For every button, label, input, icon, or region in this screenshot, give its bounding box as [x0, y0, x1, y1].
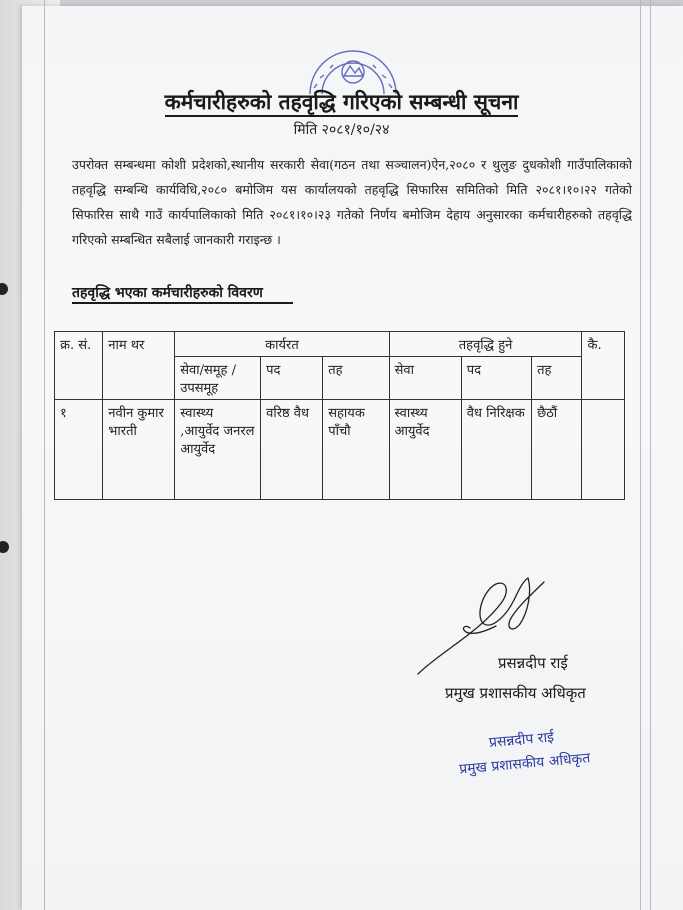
stamp-name: प्रसन्नदीप राई: [488, 729, 555, 751]
staff-table: [54, 331, 625, 500]
cell-new-service: स्वास्थ्य आयुर्वेद: [389, 400, 461, 500]
table-header-row: [55, 332, 625, 357]
signer-designation: प्रमुख प्रशासकीय अधिकृत: [445, 684, 586, 702]
table-row: [55, 400, 625, 500]
notice-title: कर्मचारीहरुको तहवृद्धि गरिएको सम्बन्धी सूचना: [0, 88, 683, 116]
subheader-new-service: सेवा: [389, 357, 461, 400]
subheader-current-post: पद: [261, 357, 323, 400]
cell-remarks: [582, 400, 625, 500]
subheader-new-post: पद: [461, 357, 531, 400]
signer-name: प्रसन्नदीप राई: [498, 654, 568, 672]
header-current: कार्यरत: [175, 332, 389, 357]
cell-current-post: वरिष्ठ वैध: [261, 400, 323, 500]
subheader-new-level: तह: [532, 357, 582, 400]
header-remarks: कै.: [582, 332, 625, 400]
cell-new-post: वैध निरिक्षक: [461, 400, 531, 500]
cell-current-service: स्वास्थ्य ,आयुर्वेद जनरल आयुर्वेद: [175, 400, 261, 500]
notice-date: मिति २०८१/१०/२४: [293, 122, 390, 138]
stamp-designation: प्रमुख प्रशासकीय अधिकृत: [458, 750, 591, 778]
cell-sn: १: [55, 400, 103, 500]
cell-new-level: छैठौं: [532, 400, 582, 500]
notice-body: उपरोक्त सम्बन्धमा कोशी प्रदेशको,स्थानीय सरकारी सेवा(गठन तथा सञ्चालन)ऐन,२०८० र थुलुङ दुधकोशी गाउँपालिकाको तहवृद्धि सम्बन्धि कार्यविधि,२०८० बमोजिम यस कार्यालयको तहवृद्धि सिफारिस समितिको मिति २०८१।१०।२२ गतेको सिफारिस साथै गाउँ कार्यपालिकाको मिति २०८१।१०।२३ गतेको निर्णय बमोजिम देहाय अनुसारका कर्मचारीहरुको तहवृद्धि गरिएको सम्बन्धित सबैलाई जानकारी गराइन्छ ।: [72, 157, 632, 247]
subheader-current-level: तह: [323, 357, 389, 400]
cell-name: नवीन कुमार भारती: [103, 400, 175, 500]
header-name: नाम थर: [103, 332, 175, 400]
cell-current-level: सहायक पाँचौ: [323, 400, 389, 500]
table-subheading: तहवृद्धि भएका कर्मचारीहरुको विवरण: [72, 283, 293, 304]
header-sn: क्र. सं.: [55, 332, 103, 400]
header-promoted: तहवृद्धि हुने: [389, 332, 582, 357]
subheader-current-service: सेवा/समूह / उपसमूह: [175, 357, 261, 400]
